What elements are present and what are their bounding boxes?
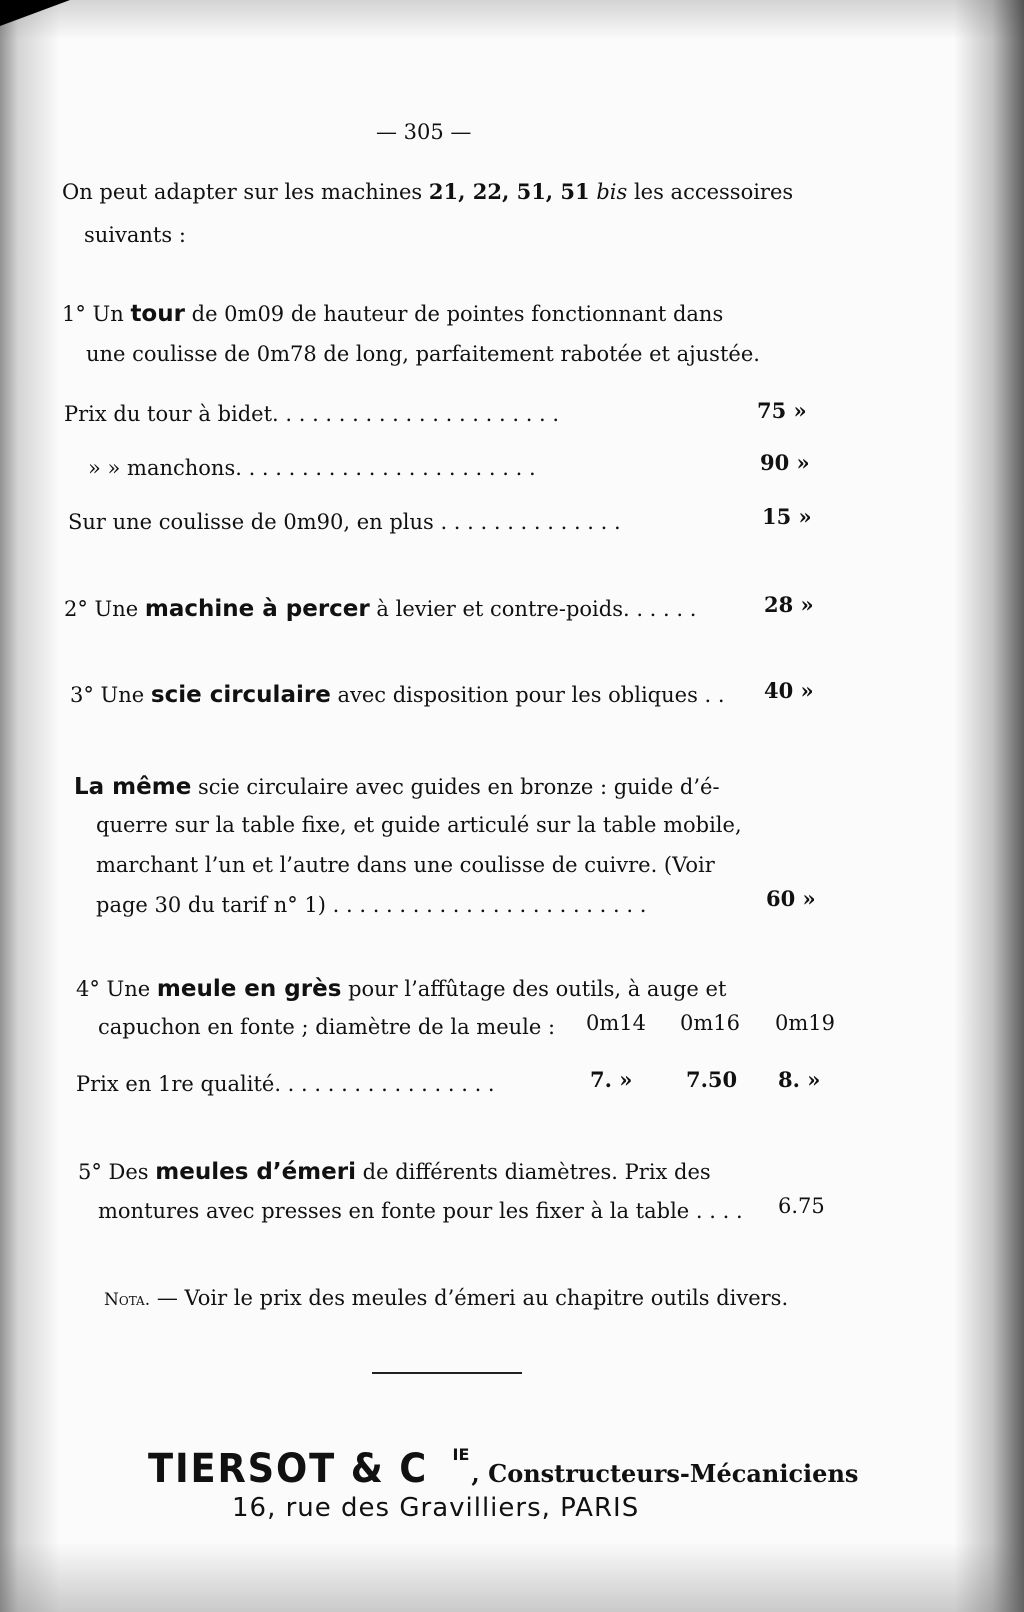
item1-row-2-price: 90 » (760, 450, 810, 475)
item5-number: 5° Des (78, 1160, 156, 1184)
item1-text: de 0m09 de hauteur de pointes fonctionnant dans (184, 302, 724, 326)
intro-text-b: les accessoires (627, 180, 794, 204)
item2-number: 2° Une (64, 597, 145, 621)
separator-rule (372, 1372, 522, 1374)
item5-line-2: montures avec presses en fonte pour les fixer à la table . . . . (98, 1199, 743, 1223)
item2-price: 28 » (764, 592, 814, 617)
company-name: TIERSOT & C (148, 1446, 429, 1492)
item1-row-1-price: 75 » (757, 398, 807, 423)
nota-line (104, 1288, 788, 1309)
page-number: — 305 — (376, 120, 472, 144)
intro-line-2: suivants : (84, 223, 186, 247)
item3b-line-4: page 30 du tarif n° 1) . . . . . . . . . . . . . . . . . . . . . . . . (96, 893, 647, 917)
item1-row-2-label: » » manchons. . . . . . . . . . . . . . . . . . . . . . . (88, 456, 536, 480)
item3b-line-1 (74, 776, 720, 799)
item3-keyword: scie circulaire (150, 682, 331, 708)
item1-row-3-price: 15 » (762, 504, 812, 529)
intro-bis: bis (589, 180, 628, 204)
item1-number: 1° Un (62, 302, 131, 326)
item3-line (70, 684, 725, 707)
item4-number: 4° Une (76, 977, 157, 1001)
item4-line-2: capuchon en fonte ; diamètre de la meule : (98, 1015, 556, 1039)
nota-text: — Voir le prix des meules d’émeri au chapitre outils divers. (150, 1286, 789, 1310)
item4-size-2: 0m16 (680, 1011, 740, 1035)
item4-size-3: 0m19 (775, 1011, 835, 1035)
page-corner-mark (0, 0, 70, 26)
item1-keyword: tour (130, 301, 185, 327)
item3-price: 40 » (764, 678, 814, 703)
item4-price-label: Prix en 1re qualité. . . . . . . . . . . . . . . . . (76, 1072, 495, 1096)
company-role: , Constructeurs-Mécaniciens (471, 1459, 859, 1488)
item2-keyword: machine à percer (144, 596, 370, 622)
item1-row-1-label: Prix du tour à bidet. . . . . . . . . . . . . . . . . . . . . . (64, 402, 560, 426)
item4-price-2: 7.50 (686, 1067, 738, 1092)
item5-keyword: meules d’émeri (155, 1159, 356, 1185)
item2-text: à levier et contre-poids. . . . . . (369, 597, 697, 621)
item4-keyword: meule en grès (156, 976, 342, 1002)
page-shadow-left (0, 0, 60, 1612)
intro-text-a: On peut adapter sur les machines (62, 180, 429, 204)
nota-label: Nota. (104, 1290, 151, 1310)
item1-row-3-label: Sur une coulisse de 0m90, en plus . . . . . . . . . . . . . . (68, 510, 621, 534)
item3b-line-2: querre sur la table fixe, et guide articulé sur la table mobile, (96, 813, 742, 837)
intro-machine-numbers: 21, 22, 51, 51 (428, 179, 590, 204)
item5-text: de différents diamètres. Prix des (355, 1160, 711, 1184)
item1-line-1 (62, 303, 723, 326)
page-shadow-top (0, 0, 1024, 40)
item4-price-1: 7. » (590, 1067, 633, 1092)
item5-price: 6.75 (778, 1194, 825, 1218)
item4-line-1 (76, 978, 726, 1001)
item3b-line-3: marchant l’un et l’autre dans une coulisse de cuivre. (Voir (96, 853, 715, 877)
page-shadow-bottom (0, 1542, 1024, 1612)
item3b-text: scie circulaire avec guides en bronze : guide d’é- (191, 775, 720, 799)
item2-line (64, 598, 696, 621)
item4-text: pour l’affûtage des outils, à auge et (341, 977, 727, 1001)
item3b-keyword: La même (74, 774, 192, 800)
footer-company-line (148, 1445, 859, 1492)
item3-number: 3° Une (70, 683, 151, 707)
item1-line-2: une coulisse de 0m78 de long, parfaitement rabotée et ajustée. (86, 342, 760, 366)
item3b-price: 60 » (766, 886, 816, 911)
item3-text: avec disposition pour les obliques . . (330, 683, 725, 707)
item4-size-1: 0m14 (586, 1011, 646, 1035)
item5-line-1 (78, 1161, 711, 1184)
intro-line-1 (62, 181, 793, 203)
item4-price-3: 8. » (778, 1067, 821, 1092)
page-shadow-right (954, 0, 1024, 1612)
company-address: 16, rue des Gravilliers, PARIS (232, 1493, 640, 1523)
company-name-superscript: IE (452, 1445, 470, 1464)
